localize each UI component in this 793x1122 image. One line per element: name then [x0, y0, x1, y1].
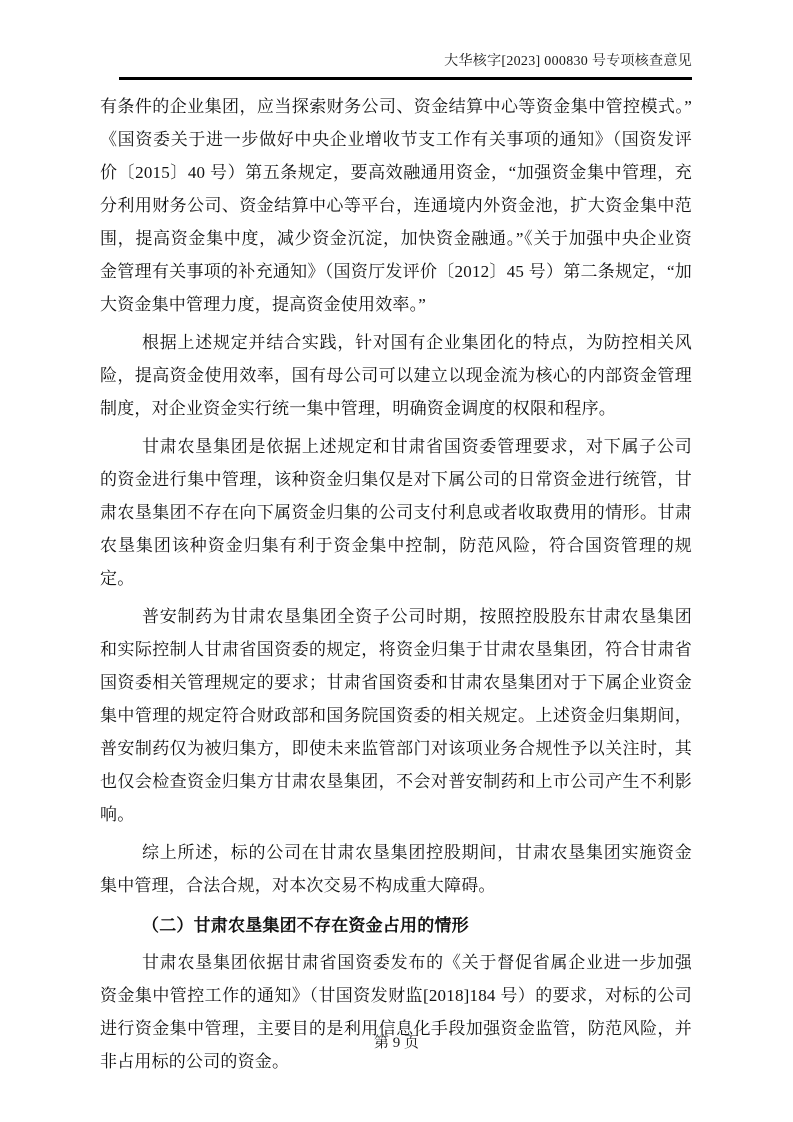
- page-number: 第 9 页: [373, 1035, 419, 1051]
- document-body: [100, 90, 692, 1078]
- paragraph: 甘肃农垦集团是依据上述规定和甘肃省国资委管理要求，对下属子公司的资金进行集中管理，该种资金归集仅是对下属公司的日常资金进行统管，甘肃农垦集团不存在向下属资金归集的公司支付利息或者收取费用的情形。甘肃农垦集团该种资金归集有利于资金集中控制，防范风险，符合国资管理的规定。: [100, 436, 692, 588]
- paragraph-conclusion: 综上所述，标的公司在甘肃农垦集团控股期间，甘肃农垦集团实施资金集中管理，合法合规，对本次交易不构成重大障碍。: [100, 842, 692, 895]
- page-footer: [0, 1034, 793, 1052]
- paragraph: 根据上述规定并结合实践，针对国有企业集团化的特点，为防控相关风险，提高资金使用效率，国有母公司可以建立以现金流为核心的内部资金管理制度，对企业资金实行统一集中管理，明确资金调度的权限和程序。: [100, 332, 692, 418]
- paragraph-continuation: 有条件的企业集团，应当探索财务公司、资金结算中心等资金集中管控模式。”《国资委关于进一步做好中央企业增收节支工作有关事项的通知》（国资发评价〔2015〕40 号）第五条规定，要高效融通用资金，“加强资金集中管理，充分利用财务公司、资金结算中心等平台，连通境内外资金池，扩大资金集中范围，提高资金集中度，减少资金沉淀，加快资金融通。”《关于加强中央企业资金管理有关事项的补充通知》（国资厅发评价〔2012〕45 号）第二条规定，“加大资金集中管理力度，提高资金使用效率。”: [100, 96, 692, 314]
- header-divider: [119, 77, 692, 80]
- header-reference-number: 大华核字[2023] 000830 号专项核查意见: [444, 54, 692, 69]
- page-header: [100, 52, 692, 80]
- paragraph: 甘肃农垦集团依据甘肃省国资委发布的《关于督促省属企业进一步加强资金集中管控工作的通知》（甘国资发财监[2018]184 号）的要求，对标的公司进行资金集中管理，主要目的是利用信息化手段加强资金监管，防范风险，并非占用标的公司的资金。: [100, 952, 692, 1071]
- paragraph: 普安制药为甘肃农垦集团全资子公司时期，按照控股股东甘肃农垦集团和实际控制人甘肃省国资委的规定，将资金归集于甘肃农垦集团，符合甘肃省国资委相关管理规定的要求；甘肃省国资委和甘肃农垦集团对于下属企业资金集中管理的规定符合财政部和国务院国资委的相关规定。上述资金归集期间，普安制药仅为被归集方，即使未来监管部门对该项业务合规性予以关注时，其也仅会检查资金归集方甘肃农垦集团，不会对普安制药和上市公司产生不利影响。: [100, 606, 692, 824]
- section-heading: （二）甘肃农垦集团不存在资金占用的情形: [142, 915, 469, 935]
